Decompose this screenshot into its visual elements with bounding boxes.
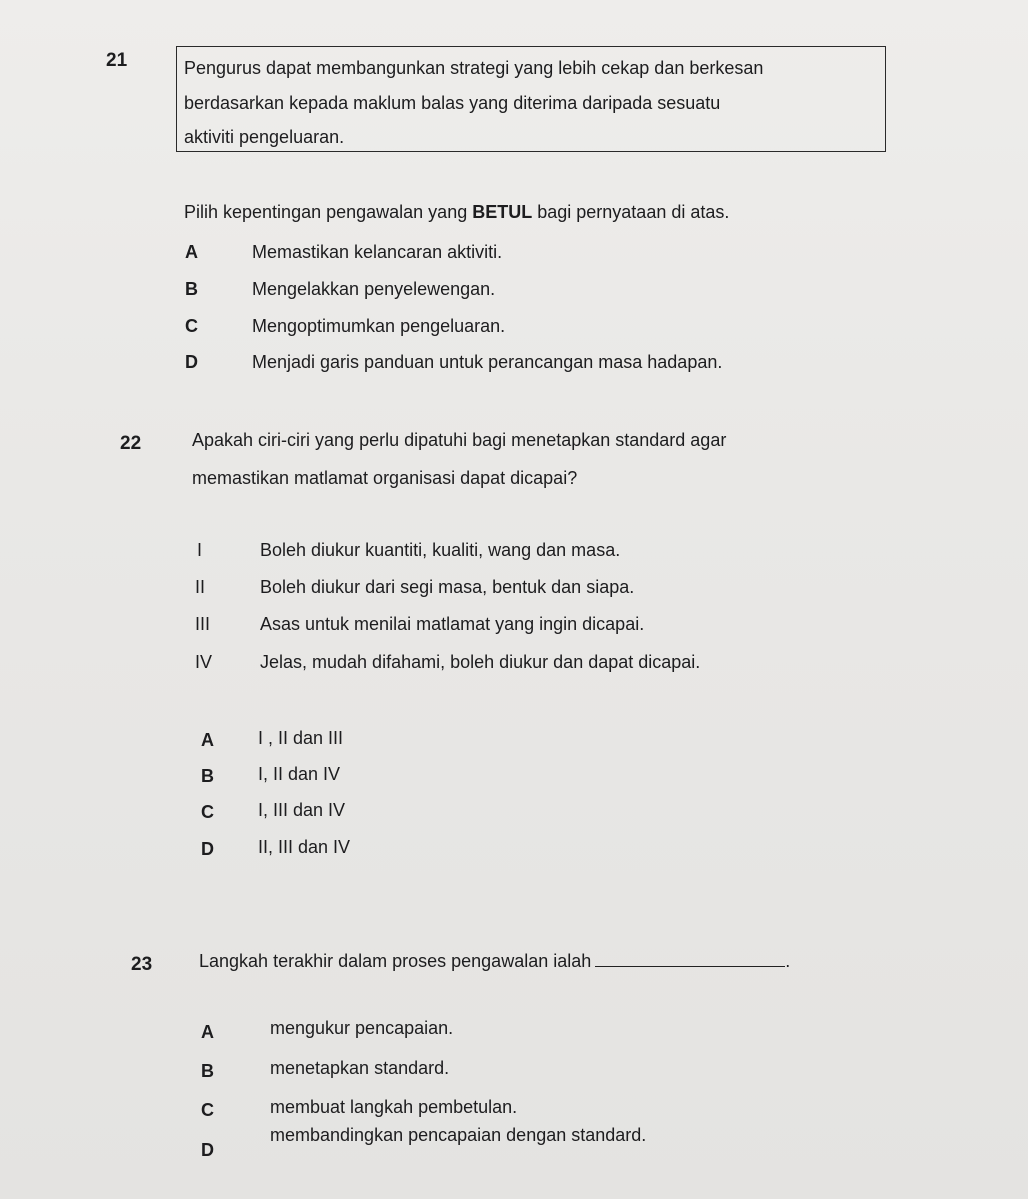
question-21-option-a-text[interactable]: Memastikan kelancaran aktiviti. [252, 242, 503, 262]
question-22-statement-ii-numeral: II [195, 577, 206, 597]
question-22-statement-iii-numeral: III [195, 614, 211, 634]
question-21-option-d-letter[interactable]: D [185, 352, 198, 372]
question-22-option-c-text[interactable]: I, III dan IV [258, 800, 346, 820]
question-21-option-c-text[interactable]: Mengoptimumkan pengeluaran. [252, 316, 506, 336]
question-22-statement-iv-text: Jelas, mudah difahami, boleh diukur dan dapat dicapai. [260, 652, 701, 672]
question-22-statement-ii-text: Boleh diukur dari segi masa, bentuk dan siapa. [260, 577, 635, 597]
question-21-statement-line-1: Pengurus dapat membangunkan strategi yang lebih cekap dan berkesan [184, 58, 764, 78]
question-23-option-b-letter[interactable]: B [201, 1061, 214, 1081]
question-21-prompt [184, 202, 729, 223]
question-23-text-content: Langkah terakhir dalam proses pengawalan ialah [199, 951, 592, 971]
question-22-option-b-text[interactable]: I, II dan IV [258, 764, 341, 784]
question-21-option-b-letter[interactable]: B [185, 279, 198, 299]
question-22-statement-iv-numeral: IV [195, 652, 213, 672]
question-21-statement-line-3: aktiviti pengeluaran. [184, 127, 345, 147]
question-22-text-line-2: memastikan matlamat organisasi dapat dicapai? [192, 468, 578, 488]
question-21-prompt-emphasis: BETUL [472, 202, 533, 222]
question-23-text [199, 951, 790, 972]
question-22-statement-i-numeral: I [197, 540, 203, 560]
question-22-text-line-1: Apakah ciri-ciri yang perlu dipatuhi bagi menetapkan standard agar [192, 430, 727, 450]
question-23-option-c-text[interactable]: membuat langkah pembetulan. [270, 1097, 518, 1117]
question-22-statement-i-text: Boleh diukur kuantiti, kualiti, wang dan masa. [260, 540, 621, 560]
question-21-option-c-letter[interactable]: C [185, 316, 198, 336]
question-23-option-a-text[interactable]: mengukur pencapaian. [270, 1018, 454, 1038]
question-23-option-a-letter[interactable]: A [201, 1022, 214, 1042]
question-23-option-b-text[interactable]: menetapkan standard. [270, 1058, 450, 1078]
question-21-option-b-text[interactable]: Mengelakkan penyelewengan. [252, 279, 496, 299]
question-23-text-end: . [785, 951, 791, 971]
question-22-option-b-letter[interactable]: B [201, 766, 214, 786]
question-21-prompt-end: bagi pernyataan di atas. [532, 202, 730, 222]
question-22-option-c-letter[interactable]: C [201, 802, 214, 822]
question-23-option-d-text[interactable]: membandingkan pencapaian dengan standard. [270, 1125, 647, 1145]
answer-blank[interactable] [595, 952, 785, 967]
question-21-number: 21 [106, 50, 128, 71]
question-23-number: 23 [131, 954, 153, 975]
question-23-option-d-letter[interactable]: D [201, 1140, 214, 1160]
question-22-number: 22 [120, 433, 142, 454]
question-22-statement-iii-text: Asas untuk menilai matlamat yang ingin dicapai. [260, 614, 645, 634]
question-21-option-d-text[interactable]: Menjadi garis panduan untuk perancangan masa hadapan. [252, 352, 723, 372]
question-22-option-a-text[interactable]: I , II dan III [258, 728, 344, 748]
question-22-option-d-letter[interactable]: D [201, 839, 214, 859]
question-22-option-d-text[interactable]: II, III dan IV [258, 837, 351, 857]
question-22-option-a-letter[interactable]: A [201, 730, 214, 750]
question-21-statement-line-2: berdasarkan kepada maklum balas yang diterima daripada sesuatu [184, 93, 721, 113]
question-23-option-c-letter[interactable]: C [201, 1100, 214, 1120]
question-21-option-a-letter[interactable]: A [185, 242, 198, 262]
question-21-prompt-start: Pilih kepentingan pengawalan yang [184, 202, 473, 222]
